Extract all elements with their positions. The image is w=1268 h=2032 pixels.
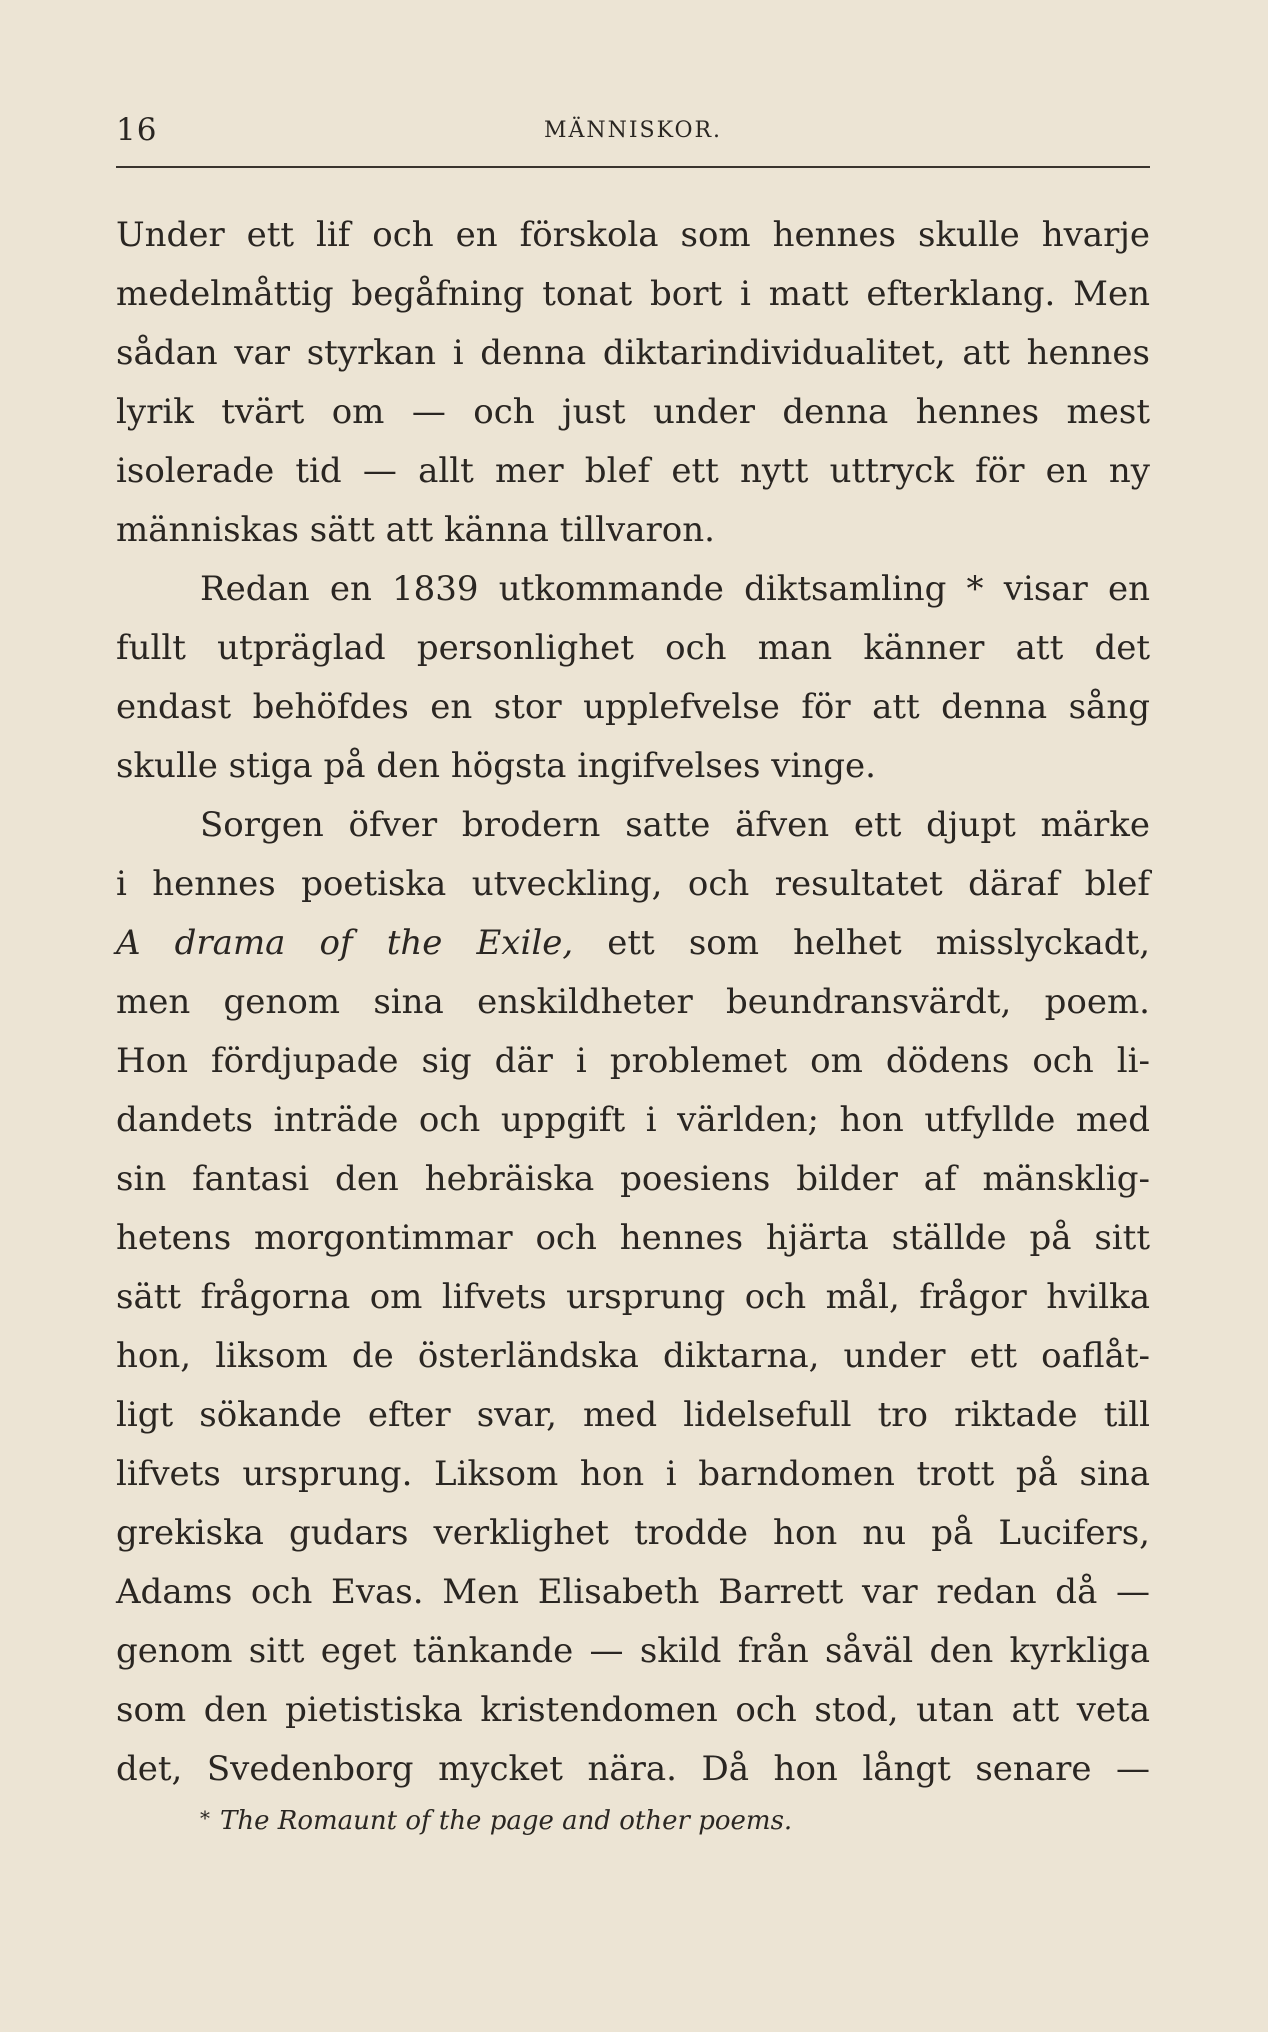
text-line: hon, liksom de österländska diktarna, under ett oaflåt- — [116, 1336, 1150, 1376]
text-line: lyrik tvärt om — och just under denna hennes mest — [116, 392, 1150, 432]
text-line: ligt sökande efter svar, med lidelsefull tro riktade till — [116, 1395, 1150, 1435]
text-line: hetens morgontimmar och hennes hjärta ställde på sitt — [116, 1218, 1150, 1258]
running-title: MÄNNISKOR. — [543, 118, 723, 143]
text-line: människas sätt att känna tillvaron. — [116, 510, 715, 550]
book-title-italic: A drama of the Exile, — [116, 923, 574, 963]
text-line: Adams och Evas. Men Elisabeth Barrett var redan då — — [116, 1572, 1150, 1612]
text-line: grekiska gudars verklighet trodde hon nu på Lucifers, — [116, 1513, 1150, 1553]
text-line: men genom sina enskildheter beundransvärdt, poem. — [116, 982, 1150, 1022]
text-line-with-title — [116, 914, 1150, 973]
text-line: Under ett lif och en förskola som hennes skulle hvarje — [116, 215, 1150, 255]
header-rule — [116, 166, 1150, 168]
text-line: som den pietistiska kristendomen och stod, utan att veta — [116, 1690, 1150, 1730]
text-line: dandets inträde och uppgift i världen; hon utfyllde med — [116, 1100, 1150, 1140]
text-line: Hon fördjupade sig där i problemet om dödens och li- — [116, 1041, 1150, 1081]
text-line-rest: ett som helhet misslyckadt, — [573, 923, 1150, 963]
text-line: medelmåttig begåfning tonat bort i matt efterklang. Men — [116, 274, 1150, 314]
body-text — [116, 206, 1150, 1799]
text-line: endast behöfdes en stor upplefvelse för att denna sång — [116, 687, 1150, 727]
text-line: Redan en 1839 utkommande diktsamling * visar en — [200, 569, 1150, 609]
text-line: sådan var styrkan i denna diktarindividualitet, att hennes — [116, 333, 1150, 373]
footnote-text: The Romaunt of the page and other poems. — [220, 1806, 793, 1836]
text-line: sätt frågorna om lifvets ursprung och mål, frågor hvilka — [116, 1277, 1150, 1317]
text-line: genom sitt eget tänkande — skild från såväl den kyrkliga — [116, 1631, 1150, 1671]
running-head — [116, 112, 1150, 156]
footnote-mark: * — [200, 1806, 210, 1830]
page-number: 16 — [116, 112, 158, 148]
text-line: skulle stiga på den högsta ingifvelses vinge. — [116, 746, 876, 786]
text-line: i hennes poetiska utveckling, och resultatet däraf blef — [116, 864, 1150, 904]
text-line: fullt utpräglad personlighet och man känner att det — [116, 628, 1150, 668]
text-line: det, Svedenborg mycket nära. Då hon långt senare — — [116, 1749, 1150, 1789]
footnote — [116, 1806, 1150, 1836]
text-line: isolerade tid — allt mer blef ett nytt uttryck för en ny — [116, 451, 1150, 491]
text-line: Sorgen öfver brodern satte äfven ett djupt märke — [200, 805, 1150, 845]
text-line: lifvets ursprung. Liksom hon i barndomen trott på sina — [116, 1454, 1150, 1494]
book-page — [116, 0, 1150, 2032]
text-line: sin fantasi den hebräiska poesiens bilder af mänsklig- — [116, 1159, 1150, 1199]
